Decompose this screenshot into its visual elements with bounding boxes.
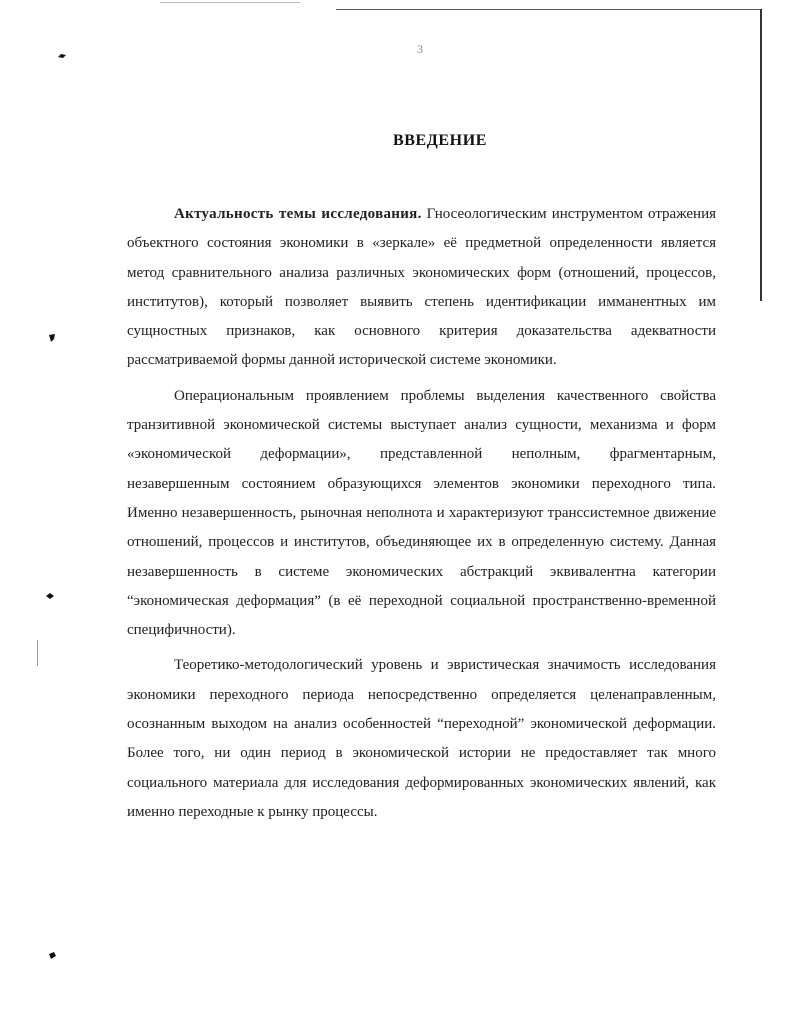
body-text bbox=[127, 200, 716, 833]
page-number: 3 bbox=[417, 42, 423, 56]
paragraph-text: Гносеологическим инструментом отражения объектного состояния экономики в «зеркале» её предметной определенности является метод сравнительного анализа различных экономических форм (отношений, процессов, институтов), который позволяет выявить степень идентификации имманентных им сущностных признаков, как основного критерия доказательства адекватности рассматриваемой формы данной исторической системе экономики. bbox=[127, 206, 716, 369]
paragraph bbox=[127, 651, 716, 827]
paragraph-text: Операциональным проявлением проблемы выделения качественного свойства транзитивной экономической системы выступает анализ сущности, механизма и форм «экономической деформации», представленной неполным, фрагментарным, незавершенным состоянием образующихся элементов экономики переходного типа. Именно незавершенность, рыночная неполнота и характеризуют транссистемное движение отношений, процессов и институтов, объединяющее их в определенную систему. Данная незавершенность в системе экономических абстракций эквивалентна категории “экономическая деформация” (в её переходной социальной пространственно-временной специфичности). bbox=[127, 387, 716, 639]
scan-speck-icon bbox=[48, 952, 56, 958]
scan-edge-left-faint bbox=[37, 640, 38, 666]
scan-edge-top-faint bbox=[160, 2, 300, 3]
scan-edge-top bbox=[336, 9, 761, 10]
scan-speck-icon bbox=[48, 334, 56, 340]
paragraph-lead: Актуальность темы исследования. bbox=[174, 206, 422, 222]
paragraph-text: Теоретико-методологический уровень и эвристическая значимость исследования экономики переходного периода непосредственно определяется целенаправленным, осознанным выходом на анализ особенностей “переходной” экономической деформации. Более того, ни один период в экономической истории не предоставляет так много социального материала для исследования деформированных экономических явлений, как именно переходные к рынку процессы. bbox=[127, 657, 716, 820]
scan-speck-icon bbox=[46, 593, 54, 599]
page-title: ВВЕДЕНИЕ bbox=[392, 132, 488, 149]
paragraph bbox=[127, 200, 716, 376]
paragraph bbox=[127, 382, 716, 646]
